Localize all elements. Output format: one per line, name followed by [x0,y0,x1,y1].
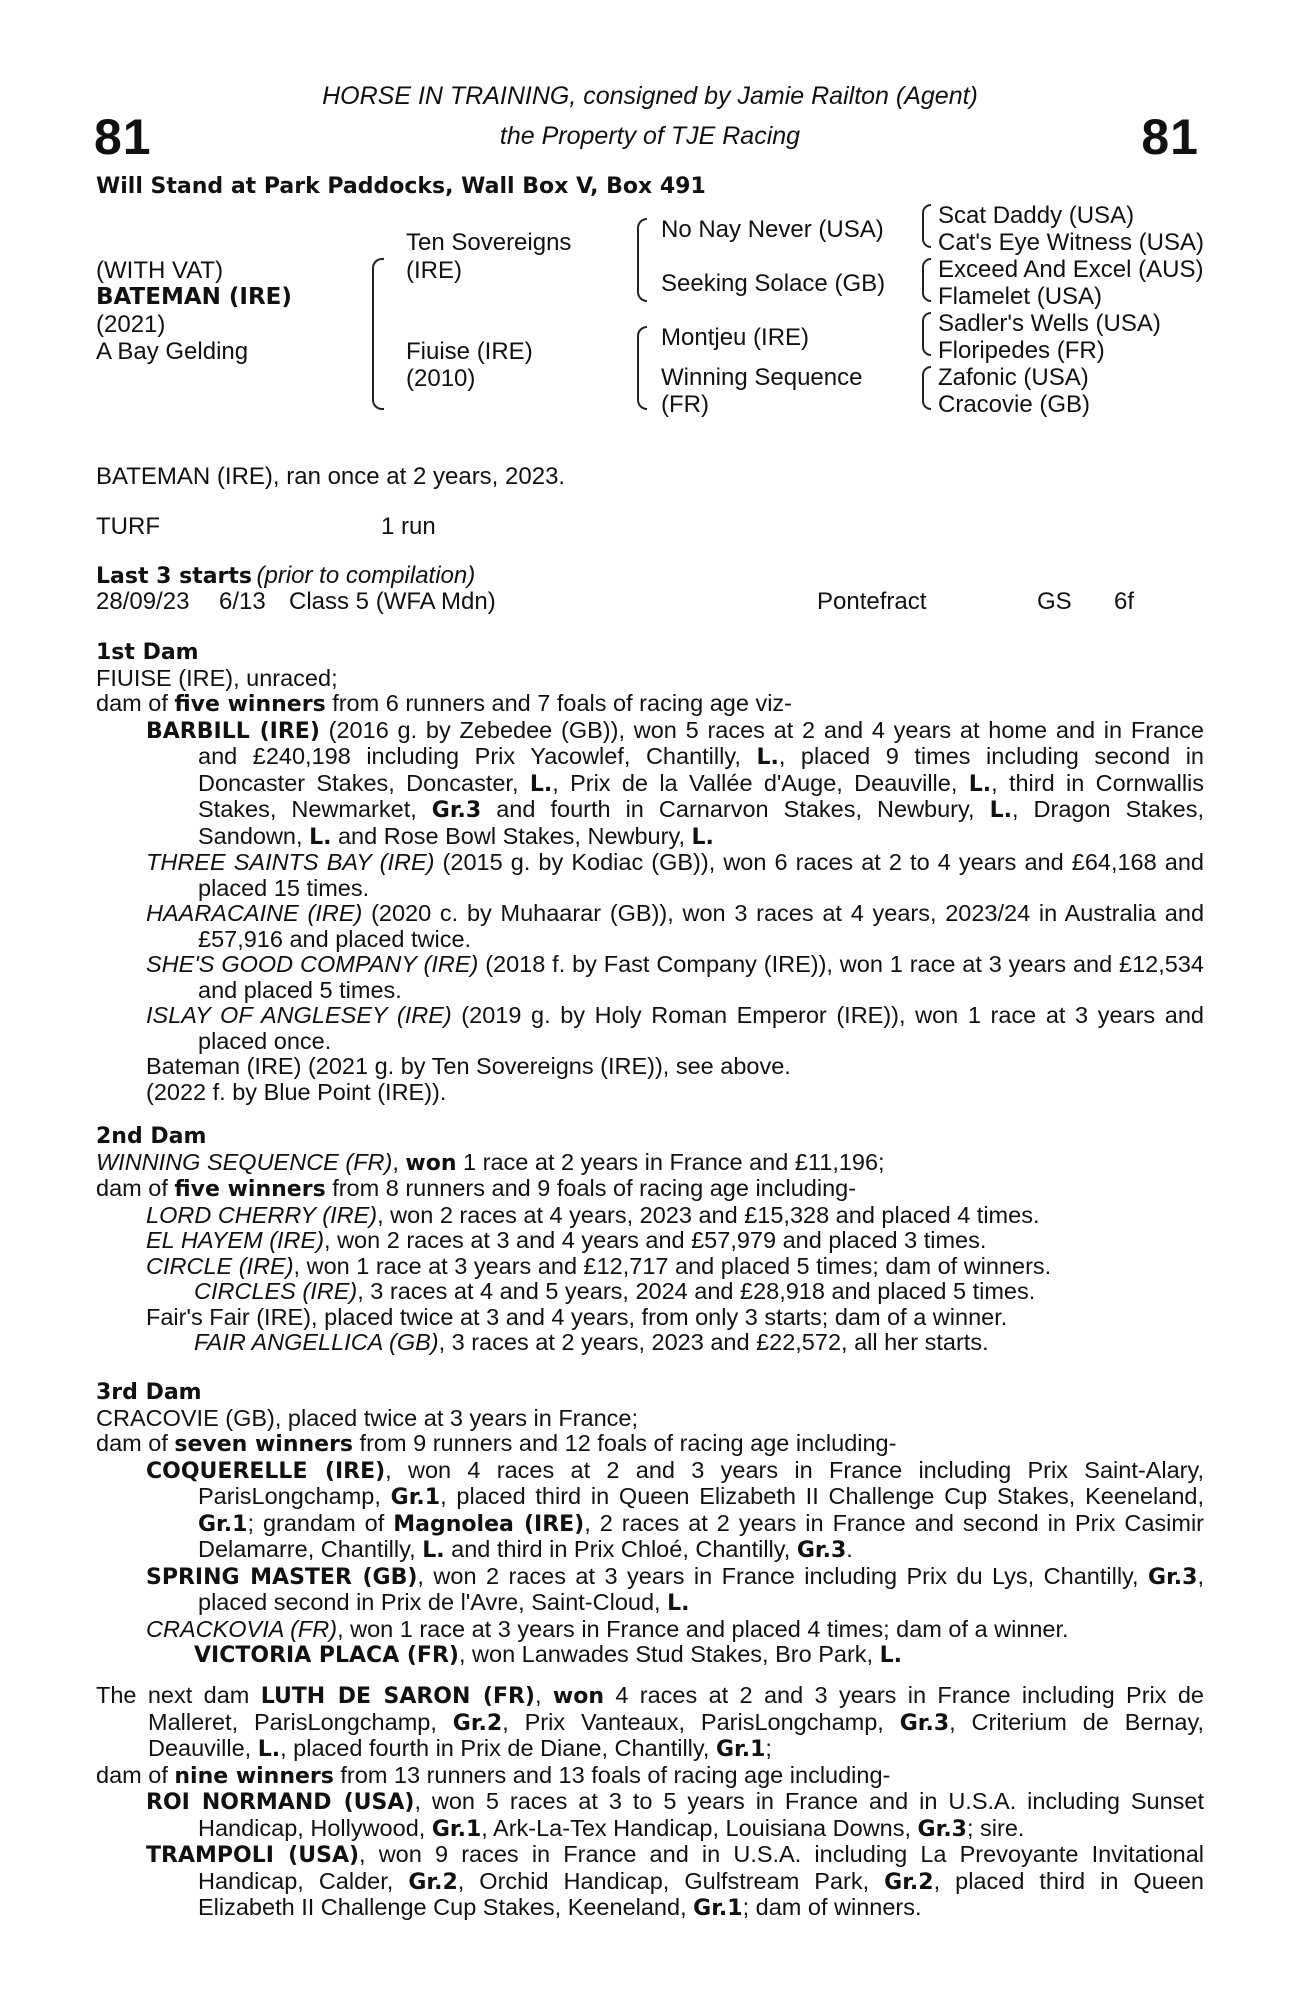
progeny-spring-master: SPRING MASTER (GB), won 2 races at 3 years in France including Prix du Lys, Chantilly, Gr.3, placed second in Prix de l'Avre, Saint-Cloud, L. [146,1562,1204,1616]
pedigree-brace-ds [922,312,931,356]
property-line: the Property of TJE Racing [499,122,801,150]
sire-dam: Seeking Solace (GB) [661,270,886,297]
next-dam-produce-line: dam of nine winners from 13 runners and 13 foals of racing age including- [96,1761,891,1789]
first-dam-section [96,640,1204,1105]
progeny-crackovia: CRACKOVIA (FR), won 1 race at 3 years in France and placed 4 times; dam of a winner. [146,1615,1069,1642]
progeny-haaracaine: HAARACAINE (IRE) (2020 c. by Muhaarar (GB)), won 3 races at 4 years, 2023/24 in Australia and £57,916 and placed twice. [146,900,1205,952]
vat-status: (WITH VAT) [96,257,224,284]
next-dam-section [96,1683,1204,1922]
sds: Exceed And Excel (AUS) [938,256,1204,283]
start-position: 6/13 [219,588,266,615]
ddd: Cracovie (GB) [938,391,1091,418]
third-dam-line: CRACOVIE (GB), placed twice at 3 years in France; [96,1404,638,1431]
horse-description: A Bay Gelding [96,338,249,365]
progeny-three-saints-bay: THREE SAINTS BAY (IRE) (2015 g. by Kodiac (GB)), won 6 races at 2 to 4 years and £64,168 and placed 15 times. [146,849,1204,901]
start-date: 28/09/23 [96,588,190,615]
third-dam-produce-line: dam of seven winners from 9 runners and 12 foals of racing age including- [96,1430,897,1457]
dam-sire: Montjeu (IRE) [661,324,810,351]
second-dam-line: WINNING SEQUENCE (FR), won 1 race at 2 years in France and £11,196; [96,1148,885,1176]
pedigree-brace-dd [922,366,931,410]
lot-number-left: 81 [94,109,152,165]
second-dam-produce-line: dam of five winners from 8 runners and 9 foals of racing age including- [96,1175,857,1202]
pedigree-brace-sd [922,258,931,302]
progeny-trampoli: TRAMPOLI (USA), won 9 races in France and in U.S.A. including La Prevoyante Invitational Handicap, Calder, Gr.2, Orchid Handicap, Gulfstream Park, Gr.2, placed third in Queen Elizabeth II Challenge Cup Stakes, Keeneland, Gr.1; dam of winners. [146,1841,1204,1921]
start-going: GS [1037,588,1072,615]
dam-name: Fiuise (IRE) [406,338,533,365]
dam-dam-line1: Winning Sequence [661,364,863,391]
third-dam-section [96,1380,1204,1669]
progeny-victoria-placa: VICTORIA PLACA (FR), won Lanwades Stud Stakes, Bro Park, L. [194,1641,902,1668]
lot-number-right: 81 [1141,109,1199,165]
dss: Sadler's Wells (USA) [938,310,1161,337]
start-race: Class 5 (WFA Mdn) [289,588,496,615]
progeny-el-hayem: EL HAYEM (IRE), won 2 races at 3 and 4 years and £57,979 and placed 3 times. [146,1227,987,1253]
progeny-roi-normand: ROI NORMAND (USA), won 5 races at 3 to 5 years in France and in U.S.A. including Sunset Handicap, Hollywood, Gr.1, Ark-La-Tex Handicap, Louisiana Downs, Gr.3; sire. [146,1788,1205,1842]
dds: Zafonic (USA) [938,364,1089,391]
sire-country: (IRE) [406,257,462,284]
dam-year: (2010) [406,365,476,392]
sss: Scat Daddy (USA) [938,202,1135,229]
progeny-barbill: BARBILL (IRE) (2016 g. by Zebedee (GB)), won 5 races at 2 and 4 years at home and in France and £240,198 including Prix Yacowlef, Chantilly, L., placed 9 times including second in Doncaster Stakes, Doncaster, L., Prix de la Vallée d'Auge, Deauville, L., third in Cornwallis Stakes, Newmarket, Gr.3 and fourth in Carnarvon Stakes, Newbury, L., Dragon Stakes, Sandown, L. and Rose Bowl Stakes, Newbury, L. [146,716,1205,850]
progeny-bateman: Bateman (IRE) (2021 g. by Ten Sovereigns (IRE)), see above. [146,1053,791,1079]
pedigree-brace-dam [637,326,647,410]
consignor-line: HORSE IN TRAINING, consigned by Jamie Railton (Agent) [322,82,978,110]
horse-name: BATEMAN (IRE) [96,284,292,310]
first-dam-line: FIUISE (IRE), unraced; [96,664,338,691]
turf-label: TURF [96,513,160,540]
sire-name: Ten Sovereigns [406,229,572,256]
progeny-circles: CIRCLES (IRE), 3 races at 4 and 5 years, 2024 and £28,918 and placed 5 times. [194,1278,1036,1304]
turf-runs: 1 run [381,513,436,540]
first-dam-produce-line: dam of five winners from 6 runners and 7 foals of racing age viz- [96,690,792,717]
first-dam-title: 1st Dam [96,640,199,665]
last-starts-heading [96,562,475,590]
stand-location: Will Stand at Park Paddocks, Wall Box V, Box 491 [96,174,706,199]
sdd: Flamelet (USA) [938,283,1103,310]
dsd: Floripedes (FR) [938,337,1105,364]
sire-sire: No Nay Never (USA) [661,216,884,243]
progeny-shes-good-company: SHE'S GOOD COMPANY (IRE) (2018 f. by Fast Company (IRE)), won 1 race at 3 years and £12,534 and placed 5 times. [146,951,1204,1003]
third-dam-title: 3rd Dam [96,1380,202,1405]
last-starts-note: (prior to compilation) [256,562,476,589]
ssd: Cat's Eye Witness (USA) [938,229,1204,256]
progeny-fair-angellica: FAIR ANGELLICA (GB), 3 races at 2 years, 2023 and £22,572, all her starts. [194,1329,989,1355]
progeny-islay-of-anglesey: ISLAY OF ANGLESEY (IRE) (2019 g. by Holy Roman Emperor (IRE)), won 1 race at 3 years and placed once. [146,1002,1204,1054]
start-distance: 6f [1114,588,1135,615]
progeny-lord-cherry: LORD CHERRY (IRE), won 2 races at 4 years, 2023 and £15,328 and placed 4 times. [146,1201,1040,1228]
second-dam-title: 2nd Dam [96,1124,207,1149]
progeny-2022-filly: (2022 f. by Blue Point (IRE)). [146,1078,447,1105]
race-summary: BATEMAN (IRE), ran once at 2 years, 2023. [96,463,566,490]
start-course: Pontefract [817,588,927,615]
pedigree-brace-sire [637,218,647,302]
pedigree-brace-main [372,258,384,410]
second-dam-section [96,1124,1204,1356]
next-dam-line: The next dam LUTH DE SARON (FR), won 4 races at 2 and 3 years in France including Prix de Malleret, ParisLongchamp, Gr.2, Prix Vanteaux, ParisLongchamp, Gr.3, Criterium de Bernay, Deauville, L., placed fourth in Prix de Diane, Chantilly, Gr.1; [96,1682,1204,1762]
progeny-coquerelle: COQUERELLE (IRE), won 4 races at 2 and 3 years in France including Prix Saint-Alary, ParisLongchamp, Gr.1, placed third in Queen Elizabeth II Challenge Cup Stakes, Keeneland, Gr.1; grandam of Magnolea (IRE), 2 races at 2 years in France and second in Prix Casimir Delamarre, Chantilly, L. and third in Prix Chloé, Chantilly, Gr.3. [146,1456,1205,1563]
last-starts-title: Last 3 starts [96,564,253,589]
dam-dam-line2: (FR) [661,391,709,418]
progeny-fairs-fair: Fair's Fair (IRE), placed twice at 3 and 4 years, from only 3 starts; dam of a winner. [146,1303,1008,1330]
progeny-circle: CIRCLE (IRE), won 1 race at 3 years and £12,717 and placed 5 times; dam of winners. [146,1252,1052,1279]
horse-year: (2021) [96,311,166,338]
pedigree-brace-ss [922,204,931,248]
